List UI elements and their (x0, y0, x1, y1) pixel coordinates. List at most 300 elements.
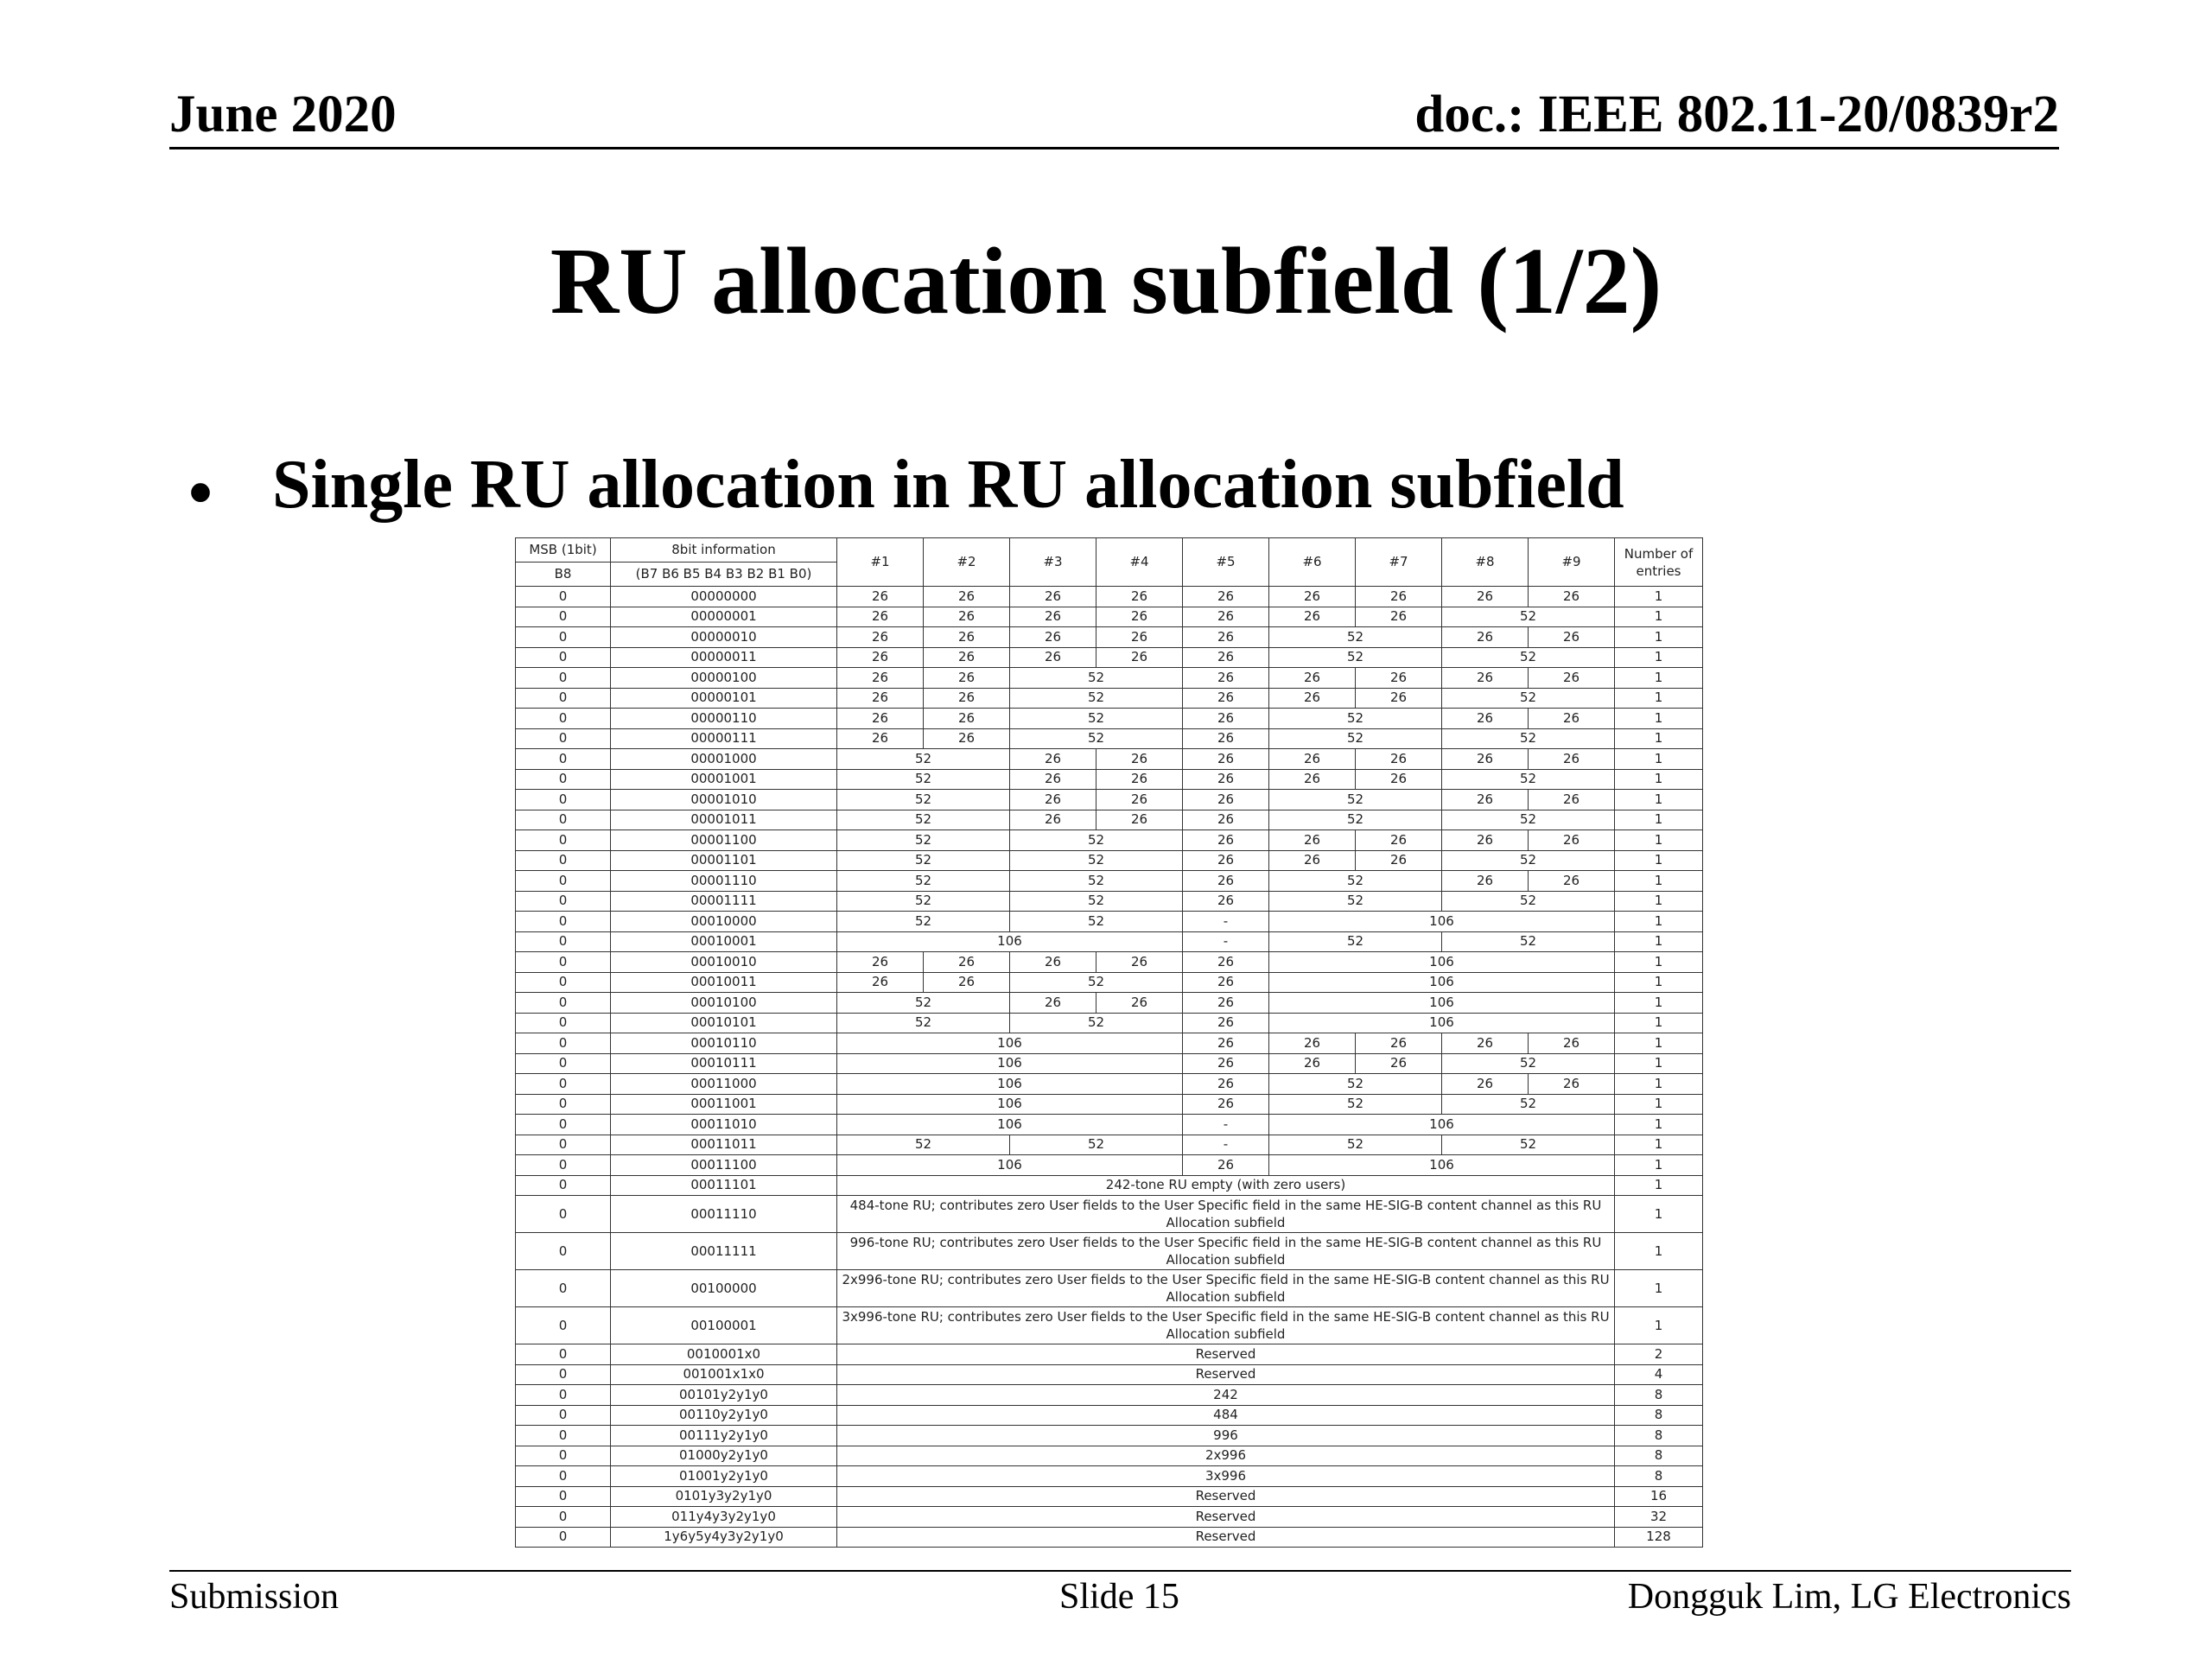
cell-ru-size: 26 (1183, 607, 1269, 627)
table-row (516, 688, 1703, 709)
cell-bits: 00110y2y1y0 (611, 1405, 837, 1426)
cell-entries: 1 (1615, 1074, 1703, 1095)
cell-ru-size: 26 (1442, 627, 1529, 648)
table-row (516, 1094, 1703, 1115)
cell-ru-size: 52 (837, 993, 1010, 1014)
cell-bits: 00001110 (611, 871, 837, 892)
cell-bits: 00000111 (611, 728, 837, 749)
cell-ru-size: 26 (1529, 1074, 1615, 1095)
table-row (516, 871, 1703, 892)
cell-ru-size: 106 (1269, 993, 1615, 1014)
cell-ru-size: 26 (1096, 952, 1183, 973)
cell-ru-size: 26 (837, 587, 924, 607)
cell-ru-size: 52 (1010, 728, 1183, 749)
table-row (516, 810, 1703, 830)
cell-ru-size: 26 (1442, 709, 1529, 729)
cell-entries: 1 (1615, 972, 1703, 993)
cell-ru-size: 26 (924, 607, 1010, 627)
cell-ru-size: 26 (1183, 952, 1269, 973)
cell-ru-size: 52 (1269, 627, 1442, 648)
cell-b8: 0 (516, 1053, 611, 1074)
cell-ru-size: 106 (837, 1033, 1183, 1054)
cell-ru-size: 26 (1183, 728, 1269, 749)
cell-ru-size: 26 (1529, 587, 1615, 607)
cell-bits: 00001011 (611, 810, 837, 830)
cell-ru-size: 52 (1442, 769, 1615, 790)
cell-ru-size: 26 (1442, 749, 1529, 770)
cell-ru-size: 26 (837, 668, 924, 689)
header-rule (169, 147, 2059, 149)
cell-bits: 00001101 (611, 850, 837, 871)
cell-b8: 0 (516, 810, 611, 830)
cell-entries: 1 (1615, 728, 1703, 749)
cell-b8: 0 (516, 607, 611, 627)
cell-ru-size: 52 (1442, 607, 1615, 627)
cell-ru-size: 106 (837, 1155, 1183, 1176)
cell-ru-size: 52 (1010, 1135, 1183, 1155)
cell-ru-size: 106 (1269, 1155, 1615, 1176)
table-row (516, 1175, 1703, 1196)
footer-slide-number: Slide 15 (1059, 1577, 1179, 1617)
cell-b8: 0 (516, 1405, 611, 1426)
cell-ru-size: 26 (1269, 1053, 1356, 1074)
cell-ru-size: 26 (1096, 769, 1183, 790)
cell-entries: 1 (1615, 993, 1703, 1014)
table-row (516, 1486, 1703, 1507)
cell-ru-size: Reserved (837, 1486, 1615, 1507)
table-header (516, 538, 1703, 587)
cell-ru-size: 26 (1183, 647, 1269, 668)
cell-entries: 16 (1615, 1486, 1703, 1507)
cell-entries: 1 (1615, 1270, 1703, 1307)
cell-ru-size: - (1183, 1135, 1269, 1155)
cell-ru-size: 52 (1442, 850, 1615, 871)
cell-ru-size: 26 (1269, 749, 1356, 770)
cell-ru-size: 26 (1269, 688, 1356, 709)
cell-ru-size: 26 (1096, 587, 1183, 607)
table-row (516, 1013, 1703, 1033)
cell-ru-size: 26 (924, 728, 1010, 749)
cell-bits: 01001y2y1y0 (611, 1466, 837, 1487)
cell-entries: 1 (1615, 1013, 1703, 1033)
cell-ru-size: 106 (837, 931, 1183, 952)
table-row (516, 1344, 1703, 1365)
cell-bits: 00011101 (611, 1175, 837, 1196)
cell-ru-size: 52 (837, 1135, 1010, 1155)
cell-bits: 00000010 (611, 627, 837, 648)
cell-ru-size: 52 (1269, 810, 1442, 830)
cell-b8: 0 (516, 668, 611, 689)
cell-ru-size: 26 (1183, 850, 1269, 871)
cell-bits: 01000y2y1y0 (611, 1446, 837, 1466)
cell-entries: 1 (1615, 850, 1703, 871)
cell-ru-size: 52 (1010, 830, 1183, 851)
cell-entries: 1 (1615, 709, 1703, 729)
cell-ru-size: 52 (1010, 912, 1183, 932)
cell-ru-size: 52 (837, 1013, 1010, 1033)
cell-bits: 00000100 (611, 668, 837, 689)
cell-ru-size: 26 (837, 647, 924, 668)
cell-bits: 00010000 (611, 912, 837, 932)
cell-ru-size: 106 (837, 1074, 1183, 1095)
cell-bits: 00001111 (611, 891, 837, 912)
cell-ru-size: 106 (837, 1094, 1183, 1115)
cell-entries: 1 (1615, 607, 1703, 627)
cell-b8: 0 (516, 627, 611, 648)
table-row (516, 1405, 1703, 1426)
cell-ru-size: 26 (1529, 871, 1615, 892)
cell-ru-size: 26 (1183, 769, 1269, 790)
cell-ru-size: 26 (1529, 749, 1615, 770)
cell-ru-size: 52 (1442, 1053, 1615, 1074)
cell-entries: 1 (1615, 1175, 1703, 1196)
table-row (516, 891, 1703, 912)
cell-ru-size: 106 (1269, 912, 1615, 932)
cell-ru-size: 52 (1442, 931, 1615, 952)
cell-ru-size: - (1183, 912, 1269, 932)
cell-ru-size: 52 (1442, 1135, 1615, 1155)
cell-ru-size: 26 (1096, 790, 1183, 810)
cell-ru-size: 242-tone RU empty (with zero users) (837, 1175, 1615, 1196)
cell-ru-size: 52 (1442, 1094, 1615, 1115)
cell-entries: 4 (1615, 1364, 1703, 1385)
cell-ru-size: 26 (837, 688, 924, 709)
cell-ru-size: 26 (1269, 1033, 1356, 1054)
header-col-4: #4 (1096, 538, 1183, 587)
cell-bits: 00010011 (611, 972, 837, 993)
table-row (516, 1033, 1703, 1054)
table-row (516, 1196, 1703, 1233)
table-row (516, 952, 1703, 973)
cell-entries: 1 (1615, 1033, 1703, 1054)
cell-ru-size: 26 (1529, 709, 1615, 729)
cell-entries: 1 (1615, 769, 1703, 790)
cell-bits: 00010010 (611, 952, 837, 973)
cell-ru-size: 52 (1010, 1013, 1183, 1033)
cell-ru-size: 26 (1010, 647, 1096, 668)
cell-ru-size: 26 (1010, 769, 1096, 790)
cell-ru-size: 26 (924, 587, 1010, 607)
table-row (516, 1446, 1703, 1466)
cell-ru-size: 26 (1183, 749, 1269, 770)
cell-entries: 1 (1615, 830, 1703, 851)
cell-ru-size: 52 (1269, 709, 1442, 729)
cell-bits: 00000001 (611, 607, 837, 627)
cell-ru-size: 52 (837, 790, 1010, 810)
table-body (516, 587, 1703, 1548)
cell-ru-size: 26 (1183, 587, 1269, 607)
cell-ru-size: 26 (1529, 790, 1615, 810)
cell-ru-size: 52 (1442, 810, 1615, 830)
cell-b8: 0 (516, 993, 611, 1014)
table-row (516, 1115, 1703, 1135)
cell-ru-size: 52 (1442, 647, 1615, 668)
cell-b8: 0 (516, 1344, 611, 1365)
header-col-6: #6 (1269, 538, 1356, 587)
cell-b8: 0 (516, 1466, 611, 1487)
header-doc-id: doc.: IEEE 802.11-20/0839r2 (1414, 86, 2059, 143)
cell-ru-size: 26 (924, 952, 1010, 973)
header-col-5: #5 (1183, 538, 1269, 587)
cell-ru-size: 26 (837, 728, 924, 749)
table-row (516, 1385, 1703, 1406)
cell-entries: 1 (1615, 1233, 1703, 1270)
cell-ru-size: 52 (837, 850, 1010, 871)
cell-ru-size: 52 (1269, 931, 1442, 952)
cell-entries: 1 (1615, 647, 1703, 668)
cell-ru-size: 26 (1442, 668, 1529, 689)
cell-ru-size: 26 (1442, 790, 1529, 810)
table-row (516, 1053, 1703, 1074)
cell-b8: 0 (516, 931, 611, 952)
cell-entries: 1 (1615, 1307, 1703, 1344)
cell-ru-size: 26 (1356, 607, 1442, 627)
cell-ru-size: 26 (1356, 668, 1442, 689)
cell-ru-size: 52 (837, 810, 1010, 830)
cell-description: 996-tone RU; contributes zero User fields to the User Specific field in the same HE-SIG-B content channel as this RU Allocation subfield (837, 1233, 1615, 1270)
cell-ru-size: 26 (1356, 1033, 1442, 1054)
cell-b8: 0 (516, 1155, 611, 1176)
cell-ru-size: 26 (924, 627, 1010, 648)
cell-ru-size: 52 (837, 912, 1010, 932)
cell-description: 3x996-tone RU; contributes zero User fields to the User Specific field in the same HE-SIG-B content channel as this RU Allocation subfield (837, 1307, 1615, 1344)
cell-bits: 00010100 (611, 993, 837, 1014)
header-entries: Number of entries (1615, 538, 1703, 587)
cell-b8: 0 (516, 1307, 611, 1344)
table-row (516, 850, 1703, 871)
cell-ru-size: 26 (1010, 790, 1096, 810)
cell-b8: 0 (516, 1426, 611, 1446)
cell-ru-size: 26 (1269, 830, 1356, 851)
cell-ru-size: 52 (837, 769, 1010, 790)
table-row (516, 709, 1703, 729)
cell-ru-size: 26 (1183, 709, 1269, 729)
cell-ru-size: 52 (1269, 871, 1442, 892)
cell-b8: 0 (516, 1196, 611, 1233)
cell-bits: 00011010 (611, 1115, 837, 1135)
cell-ru-size: 106 (837, 1115, 1183, 1135)
cell-bits: 00010001 (611, 931, 837, 952)
cell-bits: 00111y2y1y0 (611, 1426, 837, 1446)
cell-ru-size: 26 (1442, 587, 1529, 607)
cell-b8: 0 (516, 952, 611, 973)
cell-bits: 1y6y5y4y3y2y1y0 (611, 1527, 837, 1548)
header-col-7: #7 (1356, 538, 1442, 587)
cell-ru-size: 26 (1442, 1033, 1529, 1054)
cell-b8: 0 (516, 1446, 611, 1466)
cell-bits: 0101y3y2y1y0 (611, 1486, 837, 1507)
cell-entries: 1 (1615, 790, 1703, 810)
cell-ru-size: 26 (1183, 1094, 1269, 1115)
header-bits: (B7 B6 B5 B4 B3 B2 B1 B0) (611, 563, 837, 587)
cell-ru-size: 52 (1010, 709, 1183, 729)
cell-ru-size: 52 (837, 830, 1010, 851)
table-row (516, 769, 1703, 790)
header-col-3: #3 (1010, 538, 1096, 587)
footer-author: Dongguk Lim, LG Electronics (1627, 1577, 2071, 1617)
cell-b8: 0 (516, 871, 611, 892)
cell-entries: 8 (1615, 1466, 1703, 1487)
table-row (516, 931, 1703, 952)
cell-ru-size: 26 (1529, 668, 1615, 689)
cell-ru-size: 242 (837, 1385, 1615, 1406)
cell-ru-size: 26 (837, 972, 924, 993)
cell-ru-size: 26 (1096, 810, 1183, 830)
cell-entries: 1 (1615, 688, 1703, 709)
cell-ru-size: 26 (837, 607, 924, 627)
table-row (516, 668, 1703, 689)
table-row (516, 993, 1703, 1014)
cell-ru-size: 26 (1183, 627, 1269, 648)
cell-entries: 8 (1615, 1385, 1703, 1406)
cell-ru-size: 26 (1010, 627, 1096, 648)
cell-ru-size: 52 (1269, 1074, 1442, 1095)
cell-ru-size: 52 (1269, 647, 1442, 668)
cell-ru-size: 26 (1183, 1155, 1269, 1176)
cell-ru-size: 26 (1356, 688, 1442, 709)
cell-ru-size: 26 (1096, 749, 1183, 770)
cell-b8: 0 (516, 1364, 611, 1385)
cell-entries: 32 (1615, 1507, 1703, 1528)
cell-bits: 00100001 (611, 1307, 837, 1344)
cell-ru-size: 26 (1010, 952, 1096, 973)
cell-b8: 0 (516, 1115, 611, 1135)
cell-ru-size: 52 (1010, 972, 1183, 993)
cell-ru-size: 52 (1010, 850, 1183, 871)
cell-b8: 0 (516, 912, 611, 932)
cell-entries: 1 (1615, 627, 1703, 648)
cell-bits: 00011011 (611, 1135, 837, 1155)
cell-b8: 0 (516, 1094, 611, 1115)
cell-ru-size: 26 (1010, 810, 1096, 830)
cell-b8: 0 (516, 1175, 611, 1196)
cell-ru-size: 52 (837, 749, 1010, 770)
cell-ru-size: 26 (837, 709, 924, 729)
cell-b8: 0 (516, 972, 611, 993)
cell-b8: 0 (516, 850, 611, 871)
cell-ru-size: 26 (1442, 830, 1529, 851)
table-row (516, 587, 1703, 607)
cell-ru-size: 26 (924, 972, 1010, 993)
header-date: June 2020 (169, 86, 397, 143)
cell-ru-size: 26 (1010, 587, 1096, 607)
cell-entries: 8 (1615, 1446, 1703, 1466)
cell-ru-size: 996 (837, 1426, 1615, 1446)
table-row (516, 1466, 1703, 1487)
cell-entries: 1 (1615, 1094, 1703, 1115)
cell-ru-size: 106 (1269, 1115, 1615, 1135)
cell-ru-size: 26 (1183, 688, 1269, 709)
cell-ru-size: 52 (1269, 891, 1442, 912)
cell-entries: 1 (1615, 912, 1703, 932)
cell-b8: 0 (516, 891, 611, 912)
cell-ru-size: 26 (924, 709, 1010, 729)
cell-description: 484-tone RU; contributes zero User fields to the User Specific field in the same HE-SIG-B content channel as this RU Allocation subfield (837, 1196, 1615, 1233)
cell-ru-size: 26 (1183, 790, 1269, 810)
cell-ru-size: 26 (1183, 871, 1269, 892)
cell-bits: 00001001 (611, 769, 837, 790)
cell-bits: 00011110 (611, 1196, 837, 1233)
cell-ru-size: 52 (1442, 688, 1615, 709)
cell-b8: 0 (516, 769, 611, 790)
table-row (516, 1135, 1703, 1155)
cell-ru-size: 52 (1010, 668, 1183, 689)
cell-b8: 0 (516, 1527, 611, 1548)
table-row (516, 749, 1703, 770)
cell-ru-size: 26 (1183, 891, 1269, 912)
cell-ru-size: Reserved (837, 1344, 1615, 1365)
table-row (516, 1155, 1703, 1176)
cell-ru-size: 26 (837, 952, 924, 973)
cell-ru-size: 26 (1356, 830, 1442, 851)
cell-ru-size: 52 (1010, 871, 1183, 892)
cell-bits: 00011000 (611, 1074, 837, 1095)
cell-ru-size: 52 (1269, 728, 1442, 749)
table-row (516, 607, 1703, 627)
cell-entries: 1 (1615, 668, 1703, 689)
cell-ru-size: 52 (1269, 1094, 1442, 1115)
cell-b8: 0 (516, 1385, 611, 1406)
cell-ru-size: 52 (1442, 891, 1615, 912)
header-b8: B8 (516, 563, 611, 587)
cell-ru-size: 26 (1183, 993, 1269, 1014)
cell-ru-size: 26 (1183, 1033, 1269, 1054)
cell-b8: 0 (516, 1486, 611, 1507)
cell-ru-size: 52 (1010, 891, 1183, 912)
cell-entries: 1 (1615, 891, 1703, 912)
cell-ru-size: - (1183, 1115, 1269, 1135)
cell-ru-size: 484 (837, 1405, 1615, 1426)
cell-b8: 0 (516, 1013, 611, 1033)
cell-bits: 00001010 (611, 790, 837, 810)
header-col-1: #1 (837, 538, 924, 587)
header-col-2: #2 (924, 538, 1010, 587)
cell-bits: 0010001x0 (611, 1344, 837, 1365)
cell-ru-size: 26 (1269, 607, 1356, 627)
cell-entries: 1 (1615, 871, 1703, 892)
cell-bits: 00001000 (611, 749, 837, 770)
cell-ru-size: Reserved (837, 1507, 1615, 1528)
cell-ru-size: 52 (837, 891, 1010, 912)
cell-bits: 00011111 (611, 1233, 837, 1270)
cell-ru-size: 52 (1269, 1135, 1442, 1155)
cell-ru-size: Reserved (837, 1527, 1615, 1548)
cell-ru-size: 26 (837, 627, 924, 648)
cell-ru-size: 26 (1183, 1013, 1269, 1033)
cell-ru-size: 26 (1183, 1074, 1269, 1095)
cell-ru-size: 26 (924, 647, 1010, 668)
table-row (516, 830, 1703, 851)
table-row (516, 1074, 1703, 1095)
cell-ru-size: 26 (1183, 830, 1269, 851)
cell-ru-size: 26 (1183, 972, 1269, 993)
table-row (516, 627, 1703, 648)
slide-title: RU allocation subfield (1/2) (550, 228, 1662, 334)
cell-bits: 00011100 (611, 1155, 837, 1176)
bullet-marker: • (188, 455, 213, 531)
table-row (516, 1527, 1703, 1548)
cell-entries: 1 (1615, 749, 1703, 770)
cell-b8: 0 (516, 728, 611, 749)
cell-entries: 1 (1615, 952, 1703, 973)
cell-ru-size: 26 (1269, 668, 1356, 689)
cell-entries: 1 (1615, 1155, 1703, 1176)
cell-ru-size: 26 (1356, 1053, 1442, 1074)
table-row (516, 1270, 1703, 1307)
table-row (516, 790, 1703, 810)
table-row (516, 728, 1703, 749)
table-row (516, 1364, 1703, 1385)
